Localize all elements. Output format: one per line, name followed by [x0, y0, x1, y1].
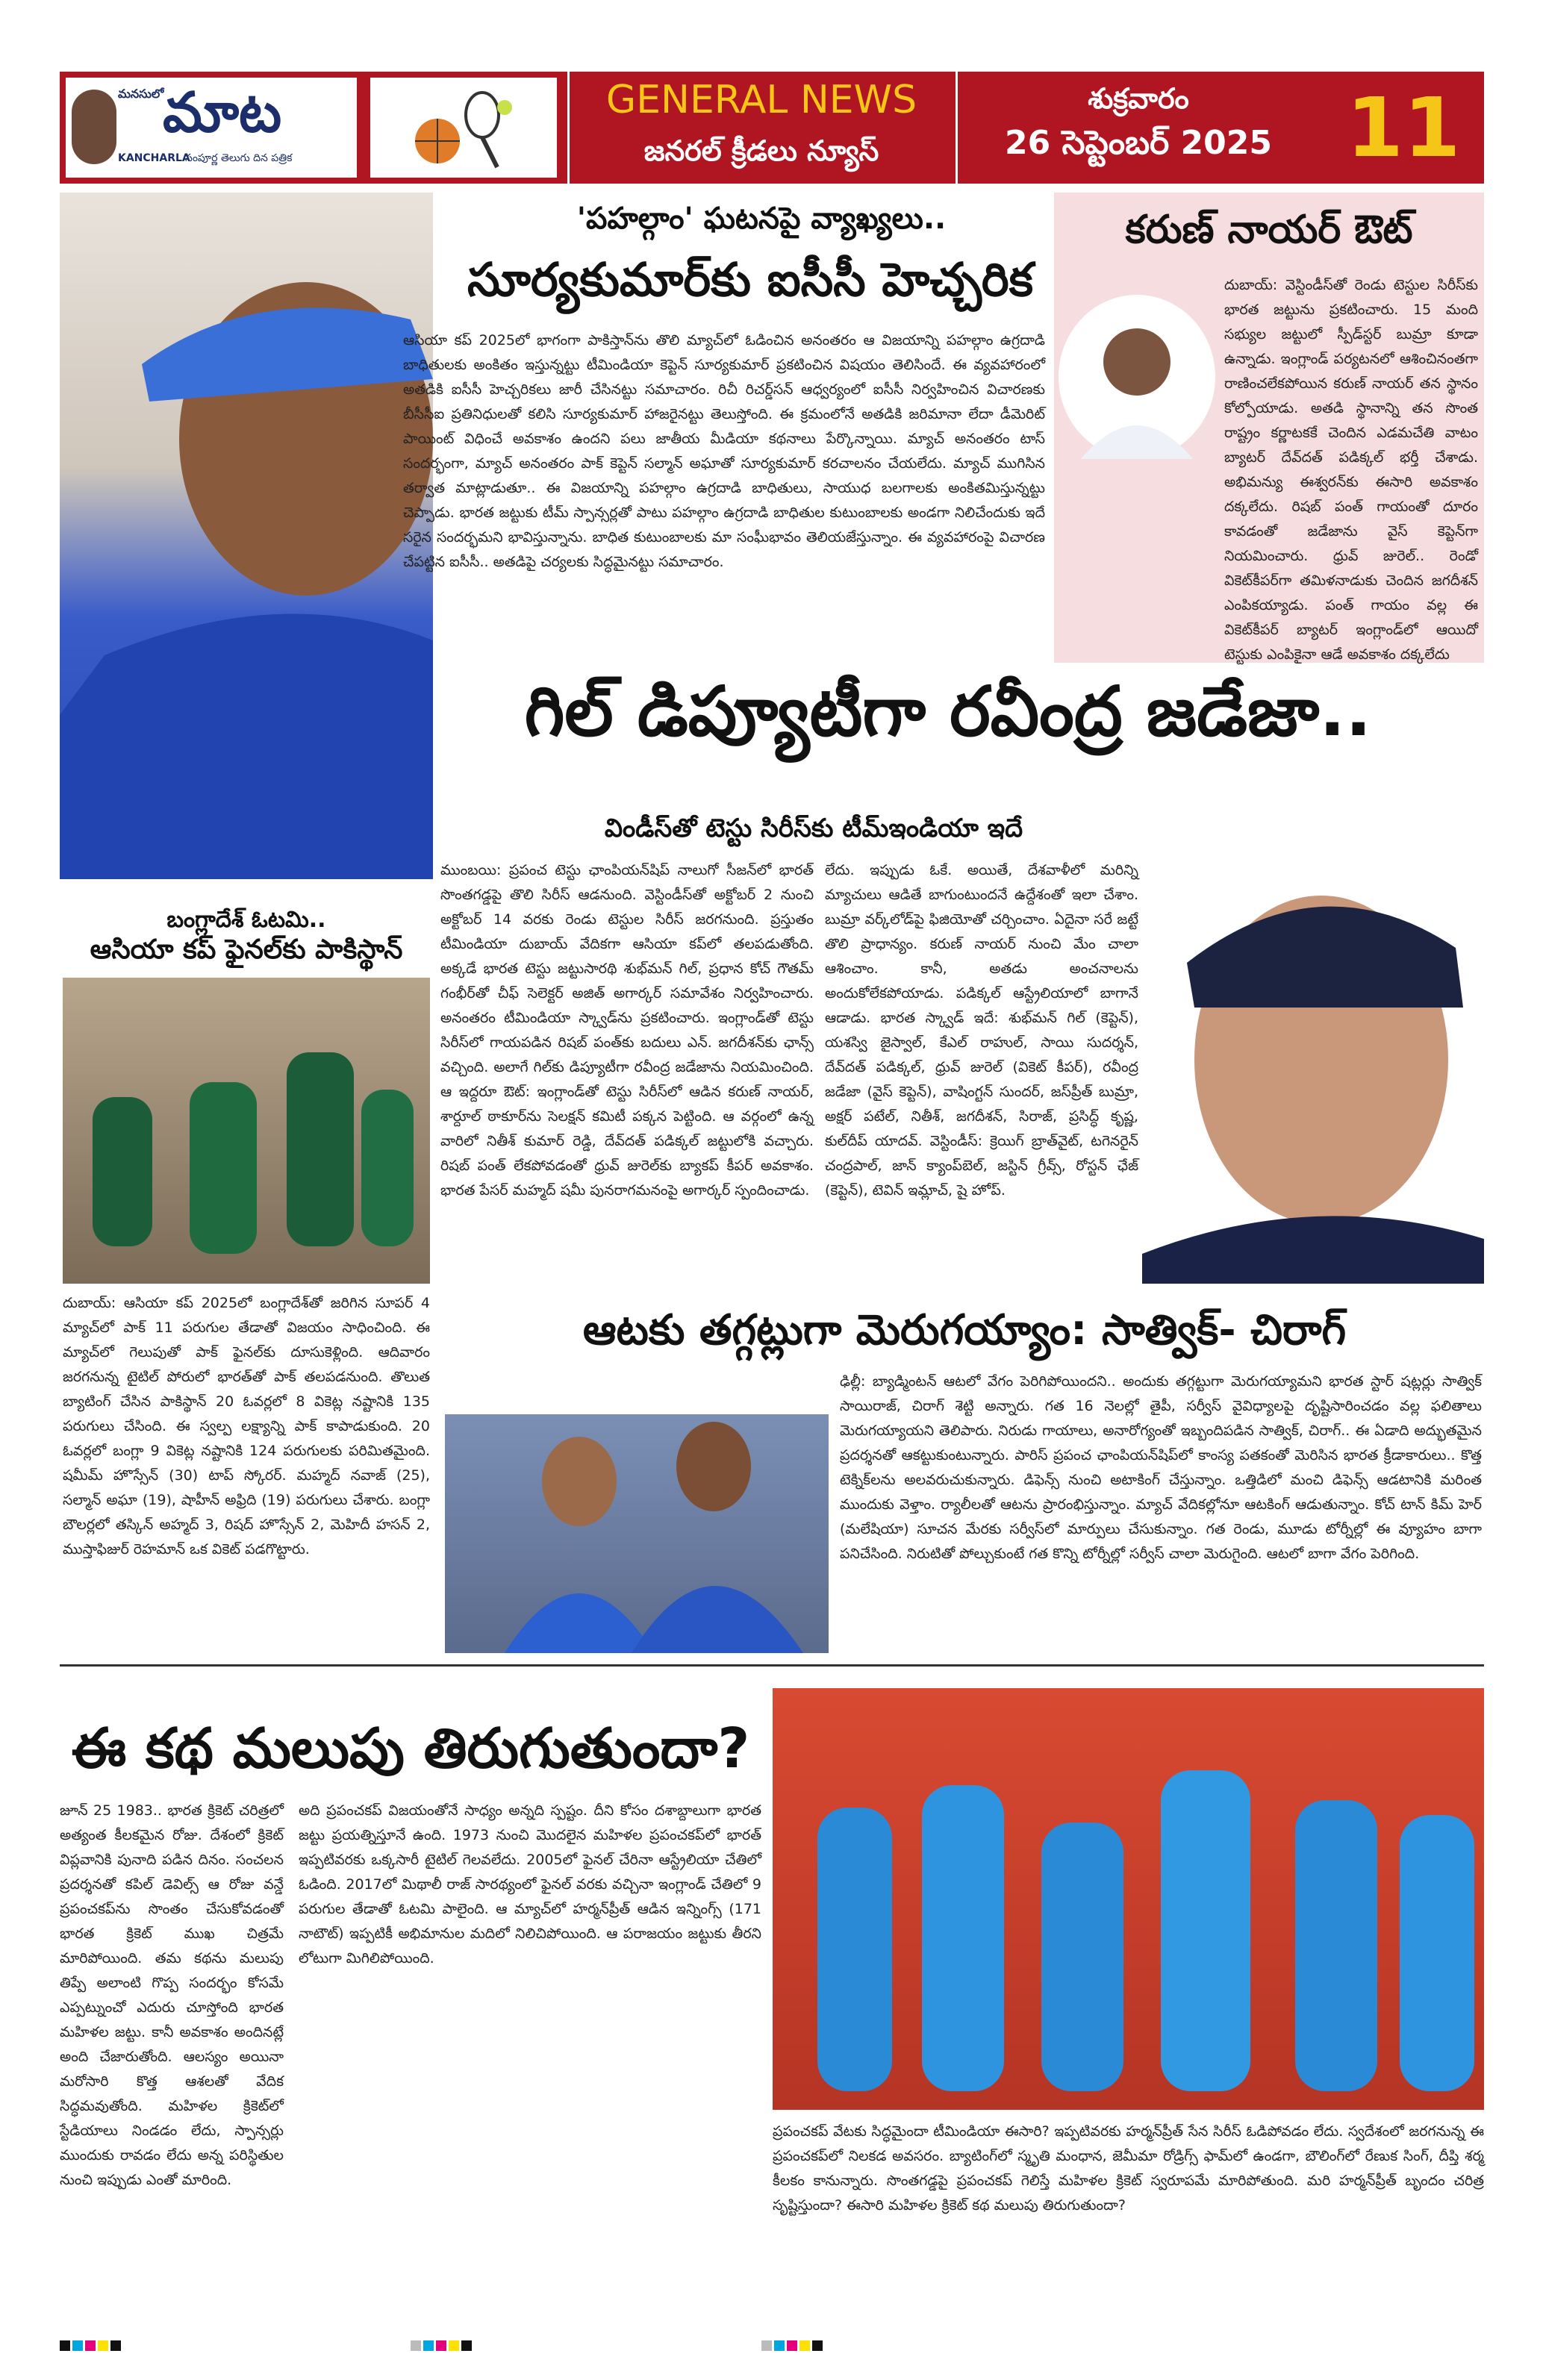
- newspaper-logo[interactable]: [66, 78, 357, 178]
- masthead-divider: [567, 72, 570, 184]
- pak-body: దుబాయ్: ఆసియా కప్ 2025లో బంగ్లాదేశ్‌తో జరిగిన సూపర్ 4 మ్యాచ్‌లో పాక్ 11 పరుగుల తేడాతో విజయం సాధించింది. ఈ మ్యాచ్‌లో గెలుపుతో పాక్ ఫైనల్‌కు దూసుకెళ్లింది. ఆదివారం జరగనున్న టైటిల్ పోరులో భారత్‌తో పాక్ తలపడనుంది. తొలుత బ్యాటింగ్ చేసిన పాకిస్థాన్ 20 ఓవర్లలో 8 వికెట్ల నష్టానికి 135 పరుగులు చేసింది. ఈ స్వల్ప లక్ష్యాన్ని పాక్ కాపాడుకుంది. 20 ఓవర్లలో బంగ్లా 9 వికెట్ల నష్టానికి 124 పరుగులకు పరిమితమైంది. షమీమ్ హొస్సేన్ (30) టాప్ స్కోరర్. మహ్మద్ నవాజ్ (25), సల్మాన్ అఘా (19), షాహీన్ అఫ్రిది (19) పరుగులు చేశారు. బంగ్లా బౌలర్లలో తస్కిన్ అహ్మద్ 3, రిషద్ హొస్సేన్ 2, మెహిదీ హసన్ 2, ముస్తాఫిజుర్ రెహమాన్ ఒక వికెట్ పడగొట్టారు.: [63, 1295, 430, 1558]
- karun-body: దుబాయ్: వెస్టిండీస్‌తో రెండు టెస్టుల సిరీస్‌కు భారత జట్టును ప్రకటించారు. 15 మంది సభ్యుల జట్టులో స్పీడ్‌స్టర్ బుమ్రా కూడా ఉన్నాడు. ఇంగ్లాండ్ పర్యటనలో ఆశించినంతగా రాణించలేకపోయిన కరుణ్ నాయర్ తన స్థానం కోల్పోయాడు. అతడి స్థానాన్ని తన సొంత రాష్ట్రం కర్ణాటకకే చెందిన ఎడమచేతి వాటం బ్యాటర్ దేవ్‌దత్ పడిక్కల్ భర్తీ చేశాడు. అభిమన్యు ఈశ్వరన్‌కు ఈసారి అవకాశం దక్కలేదు. రిషబ్ పంత్ గాయంతో దూరం కావడంతో జడేజాను వైస్ కెప్టెన్‌గా నియమించారు. ధ్రువ్ జురెల్.. రెండో వికెట్‌కీపర్‌గా తమిళనాడుకు చెందిన జగదీశన్ ఎంపికయ్యాడు. పంత్ గాయం వల్ల ఈ వికెట్‌కీపర్ బ్యాటర్ ఇంగ్లాండ్‌లో ఆయిదో టెస్టుకు ఎంపికైనా ఆడే అవకాశం దక్కలేదు: [1224, 277, 1478, 663]
- masthead-divider: [956, 72, 958, 184]
- satwik-headline: ఆటకు తగ్గట్లుగా మెరుగయ్యాం: సాత్విక్- చిరాగ్: [582, 1306, 1347, 1355]
- player-avatar: [1059, 295, 1215, 459]
- page-number: 11: [1346, 80, 1461, 175]
- jadeja-headline: గిల్ డిప్యూటీగా రవీంద్ర జడేజా..: [524, 672, 1372, 752]
- suryakumar-photo: [60, 193, 433, 879]
- player-silhouette: [60, 193, 433, 879]
- player-portrait: [1142, 836, 1484, 1284]
- jadeja-subhead: విండీస్‌తో టెస్టు సిరీస్‌కు టీమ్‌ఇండియా ఇదే: [604, 813, 1023, 843]
- logo-top-text: మనసులో: [118, 87, 164, 101]
- gill-photo: [1142, 836, 1484, 1284]
- surya-kicker: 'పహల్గాం' ఘటనపై వ్యాఖ్యలు..: [576, 202, 947, 236]
- section-divider: [60, 1664, 1484, 1667]
- badminton-pair-photo: [445, 1414, 829, 1653]
- section-title-telugu: జనరల్ క్రీడలు న్యూస్: [643, 134, 879, 167]
- jadeja-body-left: ముంబయి: ప్రపంచ టెస్టు ఛాంపియన్‌షిప్ నాలుగో సీజన్‌లో భారత్ సొంతగడ్డపై తొలి సిరీస్ ఆడనుంది. వెస్టిండీస్‌తో అక్టోబర్ 2 నుంచి అక్టోబర్ 14 వరకు రెండు టెస్టుల సిరీస్ జరగనుంది. ప్రస్తుతం టీమిండియా దుబాయ్ వేదికగా ఆసియా కప్‌లో తలపడుతోంది. అక్కడే భారత టెస్టు జట్టుసారథి శుభ్‌మన్ గిల్, ప్రధాన కోచ్ గౌతమ్ గంభీర్‌తో చీఫ్ సెలెక్టర్ అజిత్ అగార్కర్ సమావేశం నిర్వహించారు. అనంతరం టీమిండియా స్క్వాడ్‌ను ప్రకటించారు. ఇంగ్లాండ్‌తో టెస్టు సిరీస్‌లో గాయపడిన రిషబ్ పంత్‌కు బదులు ఎన్. జగదీశన్‌కు ఛాన్స్ వచ్చింది. అలాగే గిల్‌కు డిప్యూటీగా రవీంద్ర జడేజాను నియమించింది. ఆ ఇద్దరూ ఔట్: ఇంగ్లాండ్‌తో టెస్టు సిరీస్‌లో ఆడిన కరుణ్ నాయర్, శార్దూల్ ఠాకూర్‌ను సెలక్షన్ కమిటీ పక్కన పెట్టింది. ఆ వర్గంలో ఉన్న వారిలో నితీశ్ కుమార్ రెడ్డి, దేవ్‌దత్ పడిక్కల్ జట్టులోకి వచ్చారు. రిషబ్ పంత్ లేకపోవడంతో ధ్రువ్ జురెల్‌కు బ్యాకప్ కీపర్ అవకాశం. భారత పేసర్ మహ్మద్ షమీ పునరాగమనంపై అగార్కర్ స్పందించాడు.: [440, 862, 814, 1199]
- women-headline: ఈ కథ మలుపు తిరుగుతుందా?: [71, 1717, 750, 1781]
- women-body-col1: జూన్ 25 1983.. భారత క్రికెట్ చరిత్రలో అత్యంత కీలకమైన రోజు. దేశంలో క్రికెట్ విప్లవానికి పునాది పడిన దినం. సంచలన ప్రదర్శనతో కపిల్ డెవిల్స్ ఆ రోజు వన్డే ప్రపంచకప్‌ను సొంతం చేసుకోవడంతో భారత క్రికెట్ ముఖ చిత్రమే మారిపోయింది. తమ కథను మలుపు తిప్పే అలాంటి గొప్ప సందర్భం కోసమే ఎప్పట్నుంచో ఎదురు చూస్తోంది భారత మహిళల జట్టు. కానీ అవకాశం అందినట్లే అంది చేజారుతోంది. ఆలస్యం అయినా మరోసారి కొత్త ఆశలతో వేదిక సిద్ధమవుతోంది. మహిళల క్రికెట్‌లో స్టేడియాలు నిండడం లేదు, స్పాన్సర్లు ముందుకు రావడం లేదు అన్న పరిస్థితుల నుంచి ఇప్పుడు ఎంతో మారింది.: [60, 1802, 284, 2188]
- women-body-col2: అది ప్రపంచకప్ విజయంతోనే సాధ్యం అన్నది స్పష్టం. దీని కోసం దశాబ్దాలుగా భారత జట్టు ప్రయత్నిస్తూనే ఉంది. 1973 నుంచి మొదలైన మహిళల ప్రపంచకప్‌లో భారత్ ఇప్పటివరకు ఒక్కసారీ టైటిల్ గెలవలేదు. 2005లో ఫైనల్ చేరినా ఆస్ట్రేలియా చేతిలో ఓడింది. 2017లో మిథాలీ రాజ్ సారథ్యంలో ఫైనల్ వరకు వచ్చినా ఇంగ్లాండ్ చేతిలో 9 పరుగుల తేడాతో ఓటమి పాలైంది. ఆ మ్యాచ్‌లో హర్మన్‌ప్రీత్ ఆడిన ఇన్నింగ్స్ (171 నాటౌట్) ఇప్పటికీ అభిమానుల మదిలో నిలిచిపోయింది. ఆ పరాజయం జట్టుకు తీరని లోటుగా మిగిలిపోయింది.: [299, 1802, 761, 1967]
- print-registration-marks: [60, 2340, 1486, 2362]
- women-players-celebrating: [773, 1688, 1484, 2110]
- pakistan-team-photo: [63, 978, 430, 1284]
- women-team-photo: [773, 1688, 1484, 2110]
- karun-headline: కరుణ్ నాయర్ ఔట్: [1125, 207, 1413, 252]
- sports-icon-box: [370, 78, 557, 178]
- players-celebrating: [63, 978, 430, 1284]
- satwik-body: ఢిల్లీ: బ్యాడ్మింటన్ ఆటలో వేగం పెరిగిపోయిందని.. అందుకు తగ్గట్టుగా మెరుగయ్యామని భారత స్టార్ షట్లర్లు సాత్విక్ సాయిరాజ్, చిరాగ్ శెట్టి అన్నారు. గత 16 నెలల్లో తైపీ, సర్వీస్ వైవిధ్యాలపై దృష్టిసారించడం వల్ల ఫలితాలు మెరుగయ్యాయని తెలిపారు. నిరుడు గాయాలు, అనారోగ్యంతో ఇబ్బందిపడిన సాత్విక్, చిరాగ్.. ఈ ఏడాది అద్భుతమైన ప్రదర్శనతో ఆకట్టుకుంటున్నారు. పారిస్ ప్రపంచ ఛాంపియన్‌షిప్‌లో కాంస్య పతకంతో మెరిసిన భారత క్రీడాకారులు.. కొత్త టెక్నిక్‌లను అలవరుచుకున్నారు. డిఫెన్స్ నుంచి అటాకింగ్ చేస్తున్నాం. ఒత్తిడిలో మంచి డిఫెన్స్ ఆడటానికి మరింత ముందుకు వెళ్తాం. ర్యాలీలతో ఆటను ప్రారంభిస్తున్నాం. మ్యాచ్ వేదికల్లోనూ ఆటకింగ్ ఆడుతున్నాం. కోచ్ టాన్ కిమ్ హెర్ (మలేషియా) సూచన మేరకు సర్వీస్‌లో మార్పులు చేసుకున్నాం. గత రెండు, మూడు టోర్నీల్లో ఈ వ్యూహం బాగా పనిచేసింది. నిరుటితో పోల్చుకుంటే గత కొన్ని టోర్నీల్లో సర్వీస్ చాలా మెరుగైంది. ఆటలో బాగా వేగం పెరిగింది.: [840, 1373, 1482, 1562]
- logo-word: మాట: [163, 81, 282, 145]
- karun-photo: [1059, 295, 1215, 459]
- logo-tagline: సంపూర్ణ తెలుగు దిన పత్రిక: [185, 152, 293, 164]
- founder-portrait: [72, 90, 116, 164]
- issue-day: శుక్రవారం: [1088, 82, 1189, 115]
- surya-headline: సూర్యకుమార్‌కు ఐసీసీ హెచ్చరిక: [467, 252, 1034, 307]
- jadeja-body-right: లేదు. ఇప్పుడు ఓకే. అయితే, దేశవాళీలో మరిన్ని మ్యాచులు ఆడితే బాగుంటుందనే ఉద్దేశంతో ఇలా చేశాం. బుమ్రా వర్క్‌లోడ్‌పై ఫిజియోతో చర్చించాం. ఏదైనా సరే జట్టే తొలి ప్రాధాన్యం. కరుణ్ నాయర్ నుంచి మేం చాలా ఆశించాం. కానీ, అతడు అంచనాలను అందుకోలేకపోయాడు. పడిక్కల్ ఆస్ట్రేలియాలో బాగానే ఆడాడు. భారత స్క్వాడ్ ఇదే: శుభ్‌మన్ గిల్ (కెప్టెన్), యశస్వి జైస్వాల్, కేఎల్ రాహుల్, సాయి సుదర్శన్, దేవ్‌దత్ పడిక్కల్, ధ్రువ్ జురెల్ (వికెట్ కీపర్), రవీంద్ర జడేజా (వైస్ కెప్టెన్), వాషింగ్టన్ సుందర్, జస్‌ప్రీత్ బుమ్రా, అక్షర్ పటేల్, నితీశ్, జగదీశన్, సిరాజ్, ప్రసిద్ధ్ కృష్ణ, కుల్‌దీప్ యాదవ్. వెస్టిండీస్: క్రెయిగ్ బ్రాత్‌వైట్, టగెనరైన్ చంద్రపాల్, జాన్ క్యాంప్‌బెల్, జస్టిన్ గ్రీవ్స్, రోస్టన్ ఛేజ్ (కెప్టెన్), టెవిన్ ఇమ్లాచ్, షై హోప్.: [825, 862, 1138, 1199]
- pak-kicker: బంగ్లాదేశ్ ఓటమి..: [166, 907, 326, 933]
- pak-headline: ఆసియా కప్ ఫైనల్‌కు పాకిస్థాన్: [90, 934, 403, 965]
- issue-date: 26 సెప్టెంబర్ 2025: [1005, 124, 1272, 162]
- logo-name: KANCHARLA: [118, 152, 190, 164]
- section-title-english: GENERAL NEWS: [605, 78, 917, 122]
- women-body-col3: ప్రపంచకప్ వేటకు సిద్ధమైందా టీమిండియా ఈసారి? ఇప్పటివరకు హర్మన్‌ప్రీత్ సేన సిరీస్ ఓడిపోవడం లేదు. స్వదేశంలో జరగనున్న ఈ ప్రపంచకప్‌లో నిలకడ అవసరం. బ్యాటింగ్‌లో స్మృతి మంధాన, జెమీమా రోడ్రిగ్స్ ఫామ్‌లో ఉండగా, బౌలింగ్‌లో రేణుక సింగ్, దీప్తి శర్మ కీలకం కానున్నారు. సొంతగడ్డపై ప్రపంచకప్ గెలిస్తే మహిళల క్రికెట్ స్వరూపమే మారిపోతుంది. మరి హర్మన్‌ప్రీత్ బృందం చరిత్ర సృష్టిస్తుందా? ఈసారి మహిళల క్రికెట్ కథ మలుపు తిరుగుతుందా?: [773, 2123, 1484, 2214]
- surya-body: ఆసియా కప్ 2025లో భాగంగా పాకిస్తాన్‌ను తొలి మ్యాచ్‌లో ఓడించిన అనంతరం ఆ విజయాన్ని పహల్గాం ఉగ్రదాడి బాధితులకు అంకితం ఇస్తున్నట్టు టీమిండియా కెప్టెన్ సూర్యకుమార్ ప్రకటించిన విషయం తెలిసిందే. ఈ వ్యవహారంలో అతడికి ఐసీసీ హెచ్చరికలు జారీ చేసినట్టు సమాచారం. రిచీ రిచర్డ్‌సన్ ఆధ్వర్యంలో ఐసీసీ నిర్వహించిన విచారణకు బీసీసీఐ ప్రతినిధులతో కలిసి సూర్యకుమార్ హాజరైనట్టు తెలుస్తోంది. ఈ క్రమంలోనే అతడికి జరిమానా లేదా డీమెరిట్ పాయింట్ విధించే అవకాశం ఉందని పలు జాతీయ మీడియా కథనాలు పేర్కొన్నాయి. మ్యాచ్ అనంతరం టాస్ సందర్భంగా, మ్యాచ్ అనంతరం పాక్ కెప్టెన్ సల్మాన్ అఘాతో సూర్యకుమార్ కరచాలనం చేయలేదు. మ్యాచ్ ముగిసిన తర్వాత మాట్లాడుతూ.. ఈ విజయాన్ని పహల్గాం ఉగ్రదాడి బాధితులు, సాయుధ బలగాలకు అంకితమిస్తున్నట్టు చెప్పాడు. భారత జట్టుకు టీమ్ స్పాన్సర్లతో పాటు పహల్గాం ఉగ్రదాడి బాధితుల కుటుంబాలకు అండగా నిలిచేందుకు ఇదే సరైన సందర్భమని భావిస్తున్నాను. బాధిత కుటుంబాలకు మా సంఘీభావం తెలియజేస్తున్నాం. ఈ వ్యవహారంపై విచారణ చేపట్టిన ఐసీసీ.. అతడిపై చర్యలకు సిద్ధమైనట్టు సమాచారం.: [403, 332, 1045, 570]
- players-image: [445, 1414, 829, 1653]
- sports-equipment-icon: [370, 78, 557, 178]
